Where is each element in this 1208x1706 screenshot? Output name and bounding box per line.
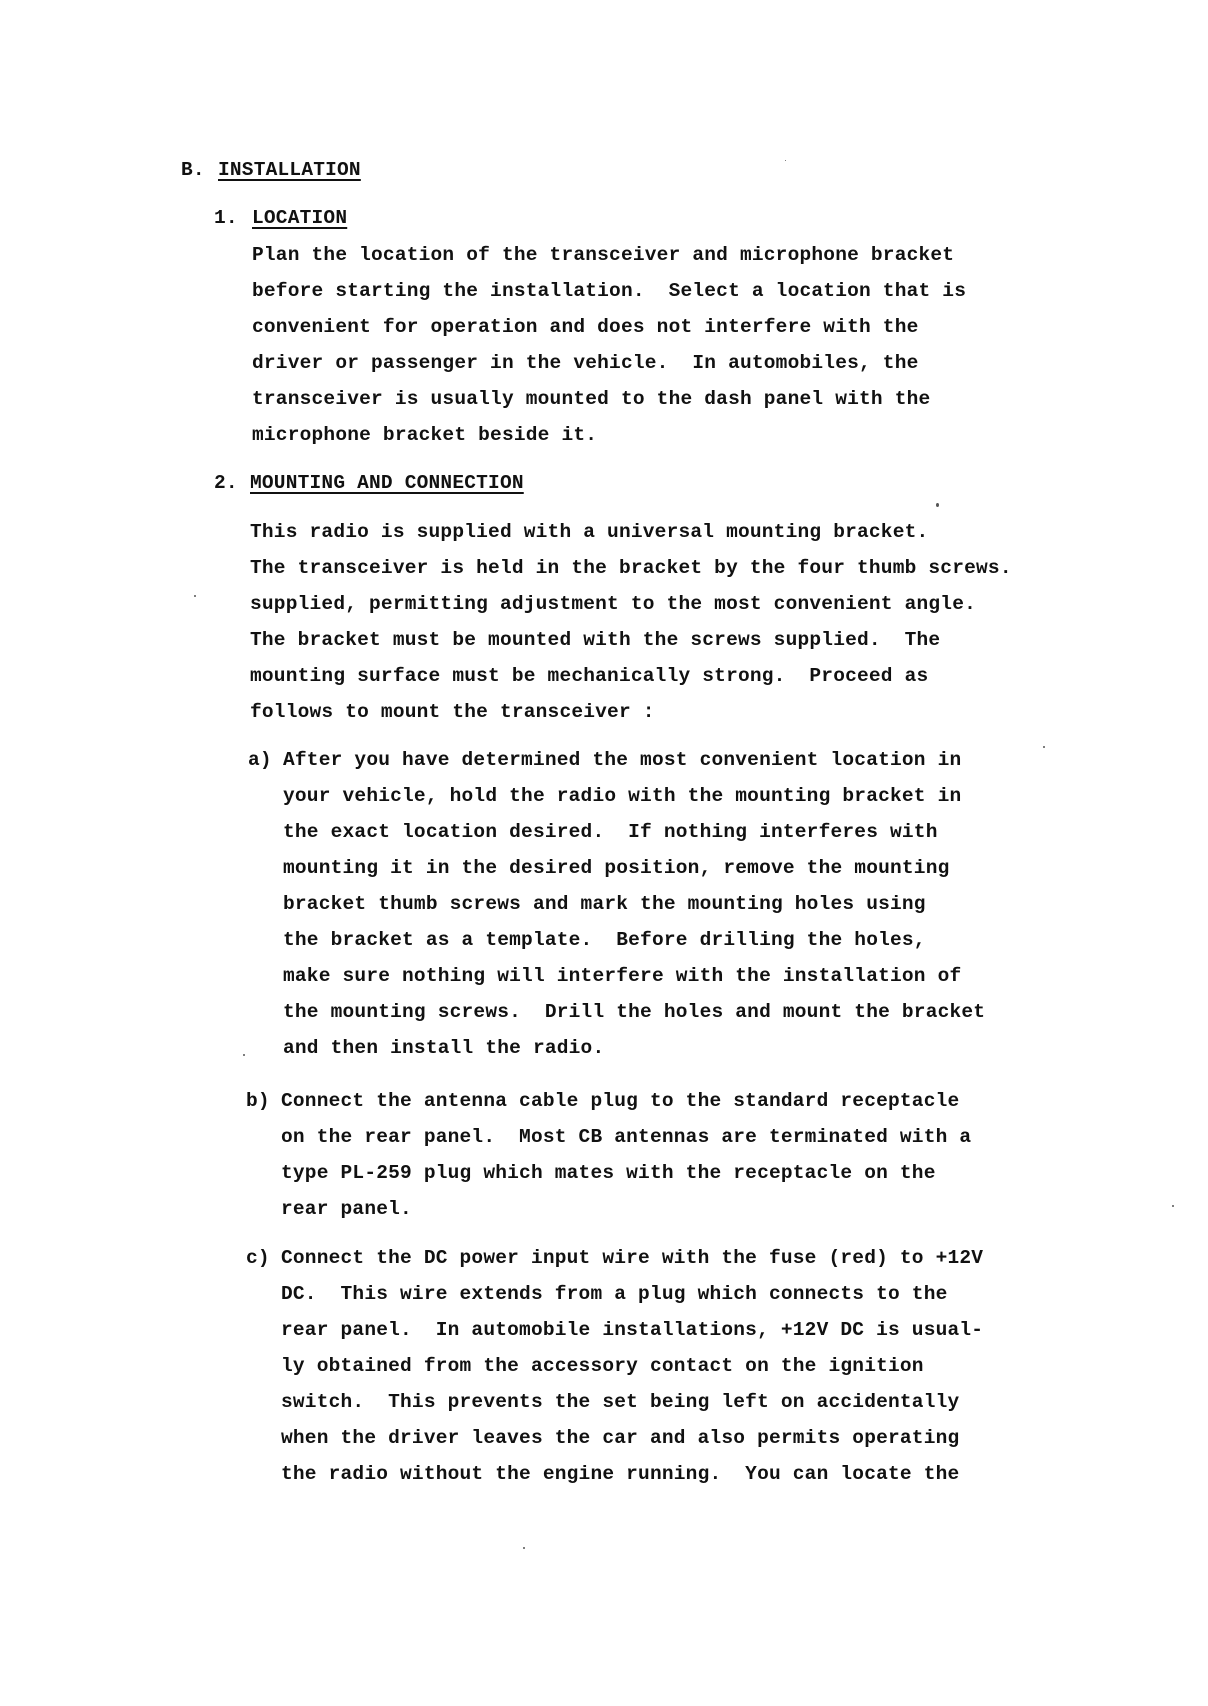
item1-line-1: Plan the location of the transceiver and microphone bracket	[252, 244, 955, 266]
step-a-label: a)	[248, 749, 272, 771]
item1-title: LOCATION	[252, 207, 348, 229]
item2-line-5: mounting surface must be mechanically strong. Proceed as	[250, 665, 929, 687]
scan-speck	[785, 160, 786, 161]
item2-line-6: follows to mount the transceiver :	[250, 701, 655, 723]
scan-speck	[1043, 746, 1045, 748]
scan-speck	[243, 1054, 245, 1056]
step-a-line-2: your vehicle, hold the radio with the mounting bracket in	[283, 785, 962, 807]
scan-speck	[523, 1547, 525, 1549]
item1-line-5: transceiver is usually mounted to the dash panel with the	[252, 388, 931, 410]
step-c-line-1: Connect the DC power input wire with the fuse (red) to +12V	[281, 1247, 984, 1269]
item1-number: 1.	[214, 207, 238, 229]
item2-title: MOUNTING AND CONNECTION	[250, 472, 524, 494]
scan-speck	[1172, 1205, 1174, 1207]
step-b-line-1: Connect the antenna cable plug to the standard receptacle	[281, 1090, 960, 1112]
step-c-line-3: rear panel. In automobile installations, +12V DC is usual-	[281, 1319, 984, 1341]
item2-line-1: This radio is supplied with a universal mounting bracket.	[250, 521, 929, 543]
step-a-line-4: mounting it in the desired position, remove the mounting	[283, 857, 950, 879]
item2-line-4: The bracket must be mounted with the screws supplied. The	[250, 629, 941, 651]
step-a-line-7: make sure nothing will interfere with the installation of	[283, 965, 962, 987]
step-b-line-2: on the rear panel. Most CB antennas are terminated with a	[281, 1126, 972, 1148]
scan-speck	[194, 595, 196, 597]
step-a-line-1: After you have determined the most convenient location in	[283, 749, 962, 771]
step-a-line-6: the bracket as a template. Before drilling the holes,	[283, 929, 926, 951]
step-c-line-5: switch. This prevents the set being left on accidentally	[281, 1391, 960, 1413]
item1-line-3: convenient for operation and does not interfere with the	[252, 316, 919, 338]
step-a-line-9: and then install the radio.	[283, 1037, 605, 1059]
item1-line-4: driver or passenger in the vehicle. In automobiles, the	[252, 352, 919, 374]
step-a-line-8: the mounting screws. Drill the holes and mount the bracket	[283, 1001, 986, 1023]
step-c-line-4: ly obtained from the accessory contact on the ignition	[281, 1355, 924, 1377]
item2-line-2: The transceiver is held in the bracket by the four thumb screws.	[250, 557, 1012, 579]
step-b-label: b)	[246, 1090, 270, 1112]
step-c-line-6: when the driver leaves the car and also permits operating	[281, 1427, 960, 1449]
scan-speck	[936, 503, 939, 507]
section-letter: B.	[181, 159, 205, 181]
step-b-line-4: rear panel.	[281, 1198, 412, 1220]
step-c-line-2: DC. This wire extends from a plug which connects to the	[281, 1283, 948, 1305]
item1-line-6: microphone bracket beside it.	[252, 424, 598, 446]
step-c-line-7: the radio without the engine running. You can locate the	[281, 1463, 960, 1485]
step-a-line-5: bracket thumb screws and mark the mounting holes using	[283, 893, 926, 915]
step-a-line-3: the exact location desired. If nothing interferes with	[283, 821, 938, 843]
step-c-label: c)	[246, 1247, 270, 1269]
item1-line-2: before starting the installation. Select a location that is	[252, 280, 967, 302]
step-b-line-3: type PL-259 plug which mates with the receptacle on the	[281, 1162, 936, 1184]
section-title: INSTALLATION	[218, 159, 361, 181]
item2-line-3: supplied, permitting adjustment to the most convenient angle.	[250, 593, 977, 615]
item2-number: 2.	[214, 472, 238, 494]
